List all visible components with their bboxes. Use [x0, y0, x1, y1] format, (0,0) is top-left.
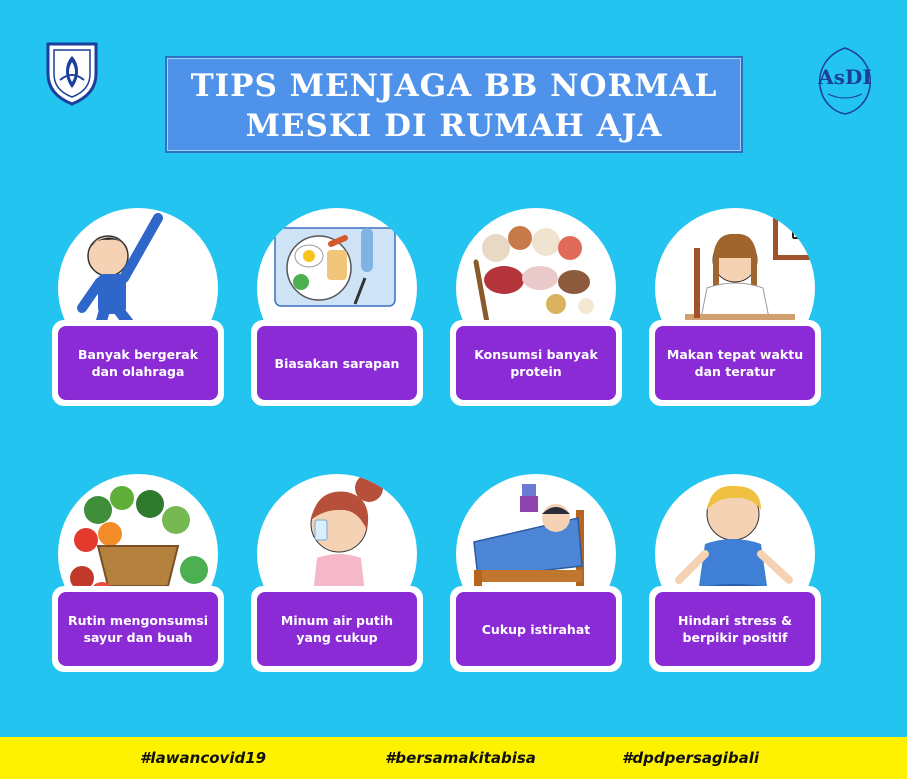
tip-label: Minum air putih yang cukup	[257, 592, 417, 666]
persagi-emblem-icon	[42, 40, 102, 106]
tip-label: Cukup istirahat	[456, 592, 616, 666]
title-line-2: MESKI DI RUMAH AJA	[245, 108, 663, 144]
tip-card-protein	[456, 208, 616, 396]
footer-hashtag-bar	[0, 737, 907, 779]
tip-card-positive	[655, 474, 815, 662]
asdi-logo-text: AsDI	[818, 65, 872, 89]
tip-label: Banyak bergerak dan olahraga	[58, 326, 218, 400]
hashtag-bersamakitabisa: #bersamakitabisa	[385, 749, 536, 767]
tip-card-meal-time	[655, 208, 815, 396]
tip-label: Biasakan sarapan	[257, 326, 417, 400]
tip-card-exercise	[58, 208, 218, 396]
tip-label: Rutin mengonsumsi sayur dan buah	[58, 592, 218, 666]
tip-card-vegetables	[58, 474, 218, 662]
tip-label: Konsumsi banyak protein	[456, 326, 616, 400]
tip-label: Makan tepat waktu dan teratur	[655, 326, 815, 400]
title-banner	[165, 56, 743, 153]
tip-card-rest	[456, 474, 616, 662]
tip-label: Hindari stress & berpikir positif	[655, 592, 815, 666]
hashtag-lawancovid19: #lawancovid19	[140, 749, 267, 767]
asdi-emblem-icon	[812, 44, 878, 116]
title-line-1: TIPS MENJAGA BB NORMAL	[190, 68, 718, 104]
tip-card-breakfast	[257, 208, 417, 396]
hashtag-dpdpersagibali: #dpdpersagibali	[622, 749, 760, 767]
tip-card-water	[257, 474, 417, 662]
